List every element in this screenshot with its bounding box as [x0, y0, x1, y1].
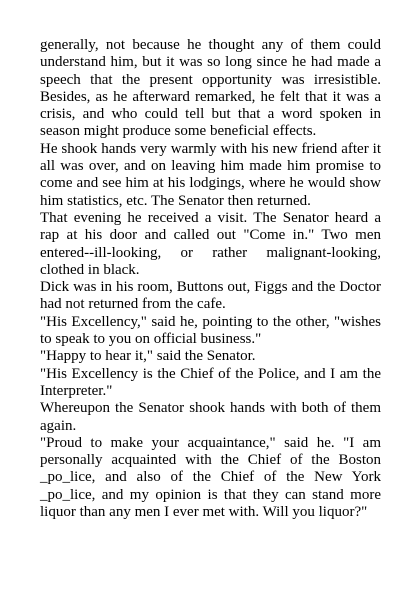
paragraph-8: Whereupon the Senator shook hands with both of them again.: [40, 400, 381, 434]
paragraph-1: generally, not because he thought any of them could understand him, but it was so long since he had made a speech that the present opportunity was irresistible. Besides, as he afterward remarked, he felt that it was a crisis, and who could tell but that a word spoken in season might produce some beneficial effects.: [40, 37, 381, 140]
paragraph-7: "His Excellency is the Chief of the Police, and I am the Interpreter.": [40, 365, 381, 399]
paragraph-9: "Proud to make your acquaintance," said he. "I am personally acquainted with the Chief of the Boston _po_lice, and also of the Chief of the New York _po_lice, and my opinion is that they can stand more liquor than any men I ever met with. Will you liquor?": [40, 434, 381, 521]
paragraph-2: He shook hands very warmly with his new friend after it all was over, and on leaving him made him promise to come and see him at his lodgings, where he would show him statistics, etc. The Senator then returned.: [40, 140, 381, 209]
paragraph-4: Dick was in his room, Buttons out, Figgs and the Doctor had not returned from the cafe.: [40, 279, 381, 313]
paragraph-3: That evening he received a visit. The Senator heard a rap at his door and called out "Come in." Two men entered--ill-looking, or rather malignant-looking, clothed in black.: [40, 209, 381, 278]
paragraph-6: "Happy to hear it," said the Senator.: [40, 348, 256, 365]
document-page: [40, 37, 381, 521]
paragraph-5: "His Excellency," said he, pointing to the other, "wishes to speak to you on official business.": [40, 313, 381, 348]
